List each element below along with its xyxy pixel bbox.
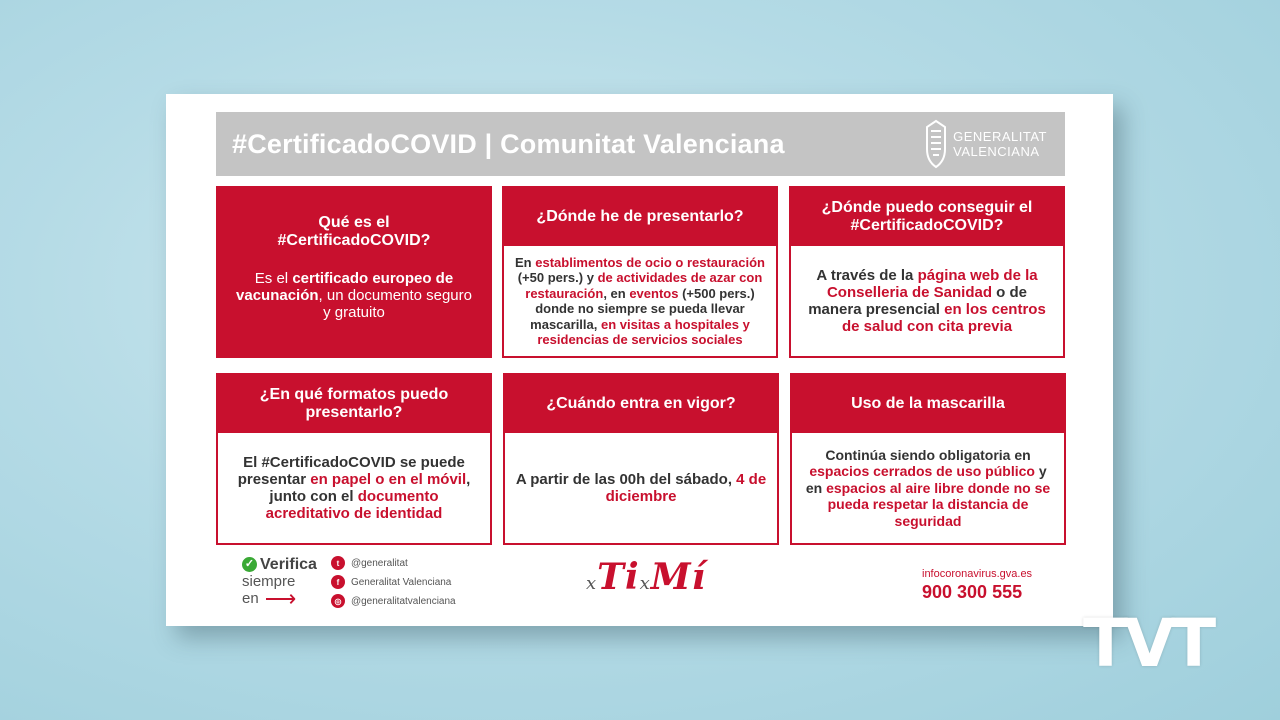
contact-phone: 900 300 555 [922,582,1023,602]
box-donde-conseguir-body: A través de la página web de la Conselleria de Sanidad o de manera presencial en los centros de salud con cita previa [808,267,1046,335]
footer-verifica [242,556,456,611]
box-formatos [216,373,492,545]
box-que-es [216,186,492,358]
generalitat-logo [925,119,1047,169]
footer-contact [922,568,1032,603]
box-donde-conseguir-title: ¿Dónde puedo conseguir el #CertificadoCOVID? [791,188,1063,246]
arrow-right-icon: ⟶ [264,586,297,611]
box-que-es-title: Qué es el #CertificadoCOVID? [277,214,431,249]
twitter-icon: t [331,556,345,570]
generalitat-shield-icon [925,119,947,169]
box-cuando-vigor-body: A partir de las 00h del sábado, 4 de diciembre [515,471,767,505]
infographic-header [216,112,1065,176]
facebook-icon: f [331,575,345,589]
box-mascarilla-body: Continúa siendo obligatoria en espacios cerrados de uso público y en espacios al aire libre donde no se pueda respetar la distancia de seguridad [805,446,1051,529]
social-links [331,556,456,608]
infographic-title: #CertificadoCOVID | Comunitat Valenciana [232,128,785,159]
box-donde-conseguir [789,186,1065,358]
contact-url[interactable]: infocoronavirus.gva.es [922,568,1033,580]
box-cuando-vigor-title: ¿Cuándo entra en vigor? [505,375,777,433]
slogan-xtixmi: xTixMí [586,556,707,598]
box-formatos-body: El #CertificadoCOVID se puede presentar en papel o en el móvil, junto con el documento acreditativo de identidad [237,454,471,522]
instagram-icon: ◎ [331,594,345,608]
box-donde-presentar [502,186,778,358]
box-mascarilla [790,373,1066,545]
box-que-es-body: Es el certificado europeo de vacunación, un documento seguro y gratuito [236,270,472,321]
box-mascarilla-title: Uso de la mascarilla [792,375,1064,433]
social-facebook[interactable]: f Generalitat Valenciana [331,575,456,589]
verifica-block: ✓ Verifica siempre en ⟶ [242,556,317,611]
box-cuando-vigor [503,373,779,545]
infographic-card [166,94,1113,626]
box-donde-presentar-title: ¿Dónde he de presentarlo? [504,188,776,246]
social-twitter[interactable]: t @generalitat [331,556,456,570]
check-icon: ✓ [242,557,257,572]
tvt-watermark-logo: TVT [1083,605,1213,682]
social-instagram[interactable]: ◎ @generalitatvalenciana [331,594,456,608]
box-donde-presentar-body: En establimentos de ocio o restauración (+50 pers.) y de actividades de azar con restauración, en eventos (+500 pers.) donde no siempre se pueda llevar mascarilla, en visitas a hospitales y residencias de servicios sociales [515,254,765,347]
box-formatos-title: ¿En qué formatos puedo presentarlo? [218,375,490,433]
generalitat-logo-text: GENERALITAT VALENCIANA [953,129,1047,159]
